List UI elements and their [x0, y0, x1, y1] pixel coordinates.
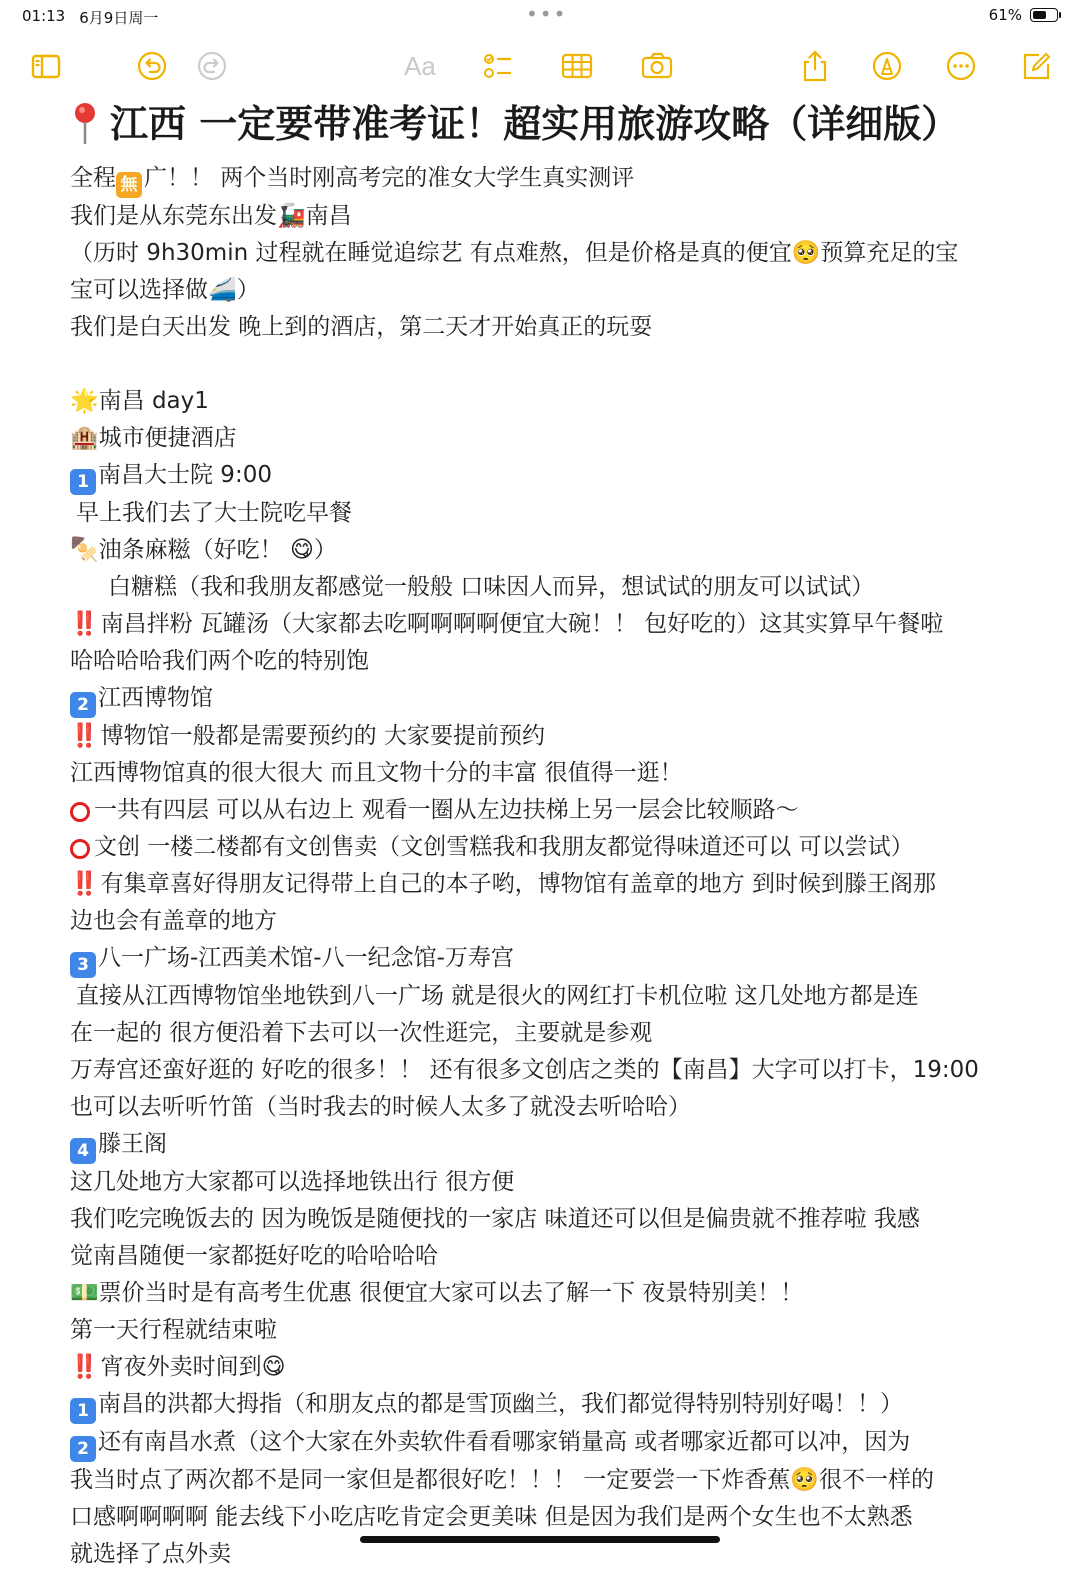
- undo-icon: [135, 49, 169, 83]
- checklist-button[interactable]: [478, 46, 518, 86]
- note-line: 我们是白天出发 晚上到的酒店，第二天才开始真正的玩耍: [70, 314, 653, 340]
- note-line-text: 博物馆一般都是需要预约的 大家要提前预约: [100, 723, 545, 749]
- sidebar-toggle-button[interactable]: [26, 46, 66, 86]
- note-line: [70, 1386, 1020, 1424]
- note-line-text: 南昌拌粉 瓦罐汤（大家都去吃啊啊啊啊便宜大碗！！ 包好吃的）这其实算早午餐啦: [100, 611, 944, 637]
- note-line-text: 八一广场-江西美术馆-八一纪念馆-万寿宫: [98, 945, 514, 971]
- note-line: 宝可以选择做🚄）: [70, 277, 260, 303]
- note-line: 在一起的 很方便沿着下去可以一次性逛完，主要就是参观: [70, 1020, 653, 1046]
- note-line: 早上我们去了大士院吃早餐: [76, 500, 352, 526]
- double-exclamation-icon: ‼️: [70, 723, 97, 749]
- markup-button[interactable]: [867, 46, 907, 86]
- note-line: 🍢油条麻糍（好吃！ 😋）: [70, 537, 337, 563]
- status-time: 01:13: [22, 7, 66, 25]
- note-line: 白糖糕（我和我朋友都感觉一般般 口味因人而异，想试试的朋友可以试试）: [108, 574, 875, 600]
- note-line: 江西博物馆真的很大很大 而且文物十分的丰富 很值得一逛！: [70, 760, 683, 786]
- note-line: [70, 1424, 1020, 1462]
- note-line-text: 南昌的洪都大拇指（和朋友点的都是雪顶幽兰，我们都觉得特别特别好喝！！）: [98, 1391, 903, 1417]
- compose-icon: [1019, 49, 1053, 83]
- note-line: 💵票价当时是有高考生优惠 很便宜大家可以去了解一下 夜景特别美！！: [70, 1280, 804, 1306]
- note-line: 我当时点了两次都不是同一家但是都很好吃！！！ 一定要尝一下炸香蕉🥺很不一样的: [70, 1467, 934, 1493]
- note-line: （历时 9h30min 过程就在睡觉追综艺 有点难熬，但是价格是真的便宜🥺预算充足的宝: [70, 240, 959, 266]
- keycap-1-icon: 1: [70, 469, 96, 495]
- camera-icon: [640, 49, 674, 83]
- note-line: [70, 457, 1020, 495]
- red-circle-icon: [70, 802, 90, 822]
- note-line: [70, 940, 1020, 978]
- note-line: 口感啊啊啊啊 能去线下小吃店吃肯定会更美味 但是因为我们是两个女生也不太熟悉: [70, 1504, 913, 1530]
- compose-button[interactable]: [1016, 46, 1056, 86]
- table-icon: [560, 49, 594, 83]
- keycap-2-icon: 2: [70, 692, 96, 718]
- note-line: 我们是从东莞东出发🚂南昌: [70, 203, 352, 229]
- keycap-3-icon: 3: [70, 952, 96, 978]
- note-line-text: 南昌大士院 9:00: [98, 462, 272, 488]
- note-line: [70, 1349, 1020, 1386]
- multitasking-dots[interactable]: •••: [526, 2, 568, 26]
- keycap-2-icon: 2: [70, 1436, 96, 1462]
- red-circle-icon: [70, 839, 90, 859]
- double-exclamation-icon: ‼️: [70, 1354, 97, 1380]
- note-line: [70, 606, 1020, 643]
- note-line-text: 一共有四层 可以从右边上 观看一圈从左边扶梯上另一层会比较顺路～: [94, 797, 799, 823]
- note-line: 直接从江西博物馆坐地铁到八一广场 就是很火的网红打卡机位啦 这几处地方都是连: [76, 983, 919, 1009]
- note-line: 就选择了点外卖: [70, 1541, 231, 1567]
- note-line: 这几处地方大家都可以选择地铁出行 很方便: [70, 1169, 515, 1195]
- note-title-text: 江西 一定要带准考证！超实用旅游攻略（详细版）: [110, 102, 960, 146]
- home-indicator[interactable]: [360, 1536, 720, 1543]
- text-format-button[interactable]: [400, 46, 440, 86]
- note-line: 第一天行程就结束啦: [70, 1317, 277, 1343]
- free-badge-icon: 無: [116, 172, 142, 198]
- pen-circle-icon: [870, 49, 904, 83]
- share-button[interactable]: [795, 46, 835, 86]
- note-line-text: 滕王阁: [98, 1131, 167, 1157]
- double-exclamation-icon: ‼️: [70, 611, 97, 637]
- note-line: 哈哈哈哈我们两个吃的特别饱: [70, 648, 369, 674]
- note-line: 觉南昌随便一家都挺好吃的哈哈哈哈: [70, 1243, 438, 1269]
- note-line: 也可以去听听竹笛（当时我去的时候人太多了就没去听哈哈）: [70, 1094, 691, 1120]
- battery-icon: [1030, 8, 1058, 22]
- note-line: 万寿宫还蛮好逛的 好吃的很多！！ 还有很多文创店之类的【南昌】大字可以打卡，19:00: [70, 1057, 979, 1083]
- keycap-1-icon: 1: [70, 1398, 96, 1424]
- status-bar: [0, 0, 1080, 32]
- table-button[interactable]: [557, 46, 597, 86]
- status-right: [989, 6, 1058, 24]
- note-line: 边也会有盖章的地方: [70, 908, 277, 934]
- text-format-label: Aa: [404, 50, 436, 81]
- note-line: [70, 680, 1020, 718]
- ellipsis-circle-icon: [944, 49, 978, 83]
- note-line: [70, 792, 1020, 829]
- undo-button[interactable]: [132, 46, 172, 86]
- note-line-text: 有集章喜好得朋友记得带上自己的本子哟，博物馆有盖章的地方 到时候到滕王阁那: [100, 871, 936, 897]
- note-blank-line: [70, 346, 1020, 383]
- share-icon: [798, 49, 832, 83]
- note-title[interactable]: [70, 98, 1020, 150]
- note-line-text: 还有南昌水煮（这个大家在外卖软件看看哪家销量高 或者哪家近都可以冲，因为: [98, 1429, 911, 1455]
- sidebar-icon: [29, 49, 63, 83]
- status-left: [22, 7, 158, 28]
- note-body[interactable]: [70, 98, 1020, 1573]
- redo-icon: [195, 49, 229, 83]
- double-exclamation-icon: ‼️: [70, 871, 97, 897]
- note-line: [70, 866, 1020, 903]
- keycap-4-icon: 4: [70, 1138, 96, 1164]
- notes-toolbar: [0, 46, 1080, 86]
- note-line: 全程 無 广！！ 两个当时刚高考完的准女大学生真实测评: [70, 160, 1020, 198]
- note-line-text: 文创 一楼二楼都有文创售卖（文创雪糕我和我朋友都觉得味道还可以 可以尝试）: [94, 834, 914, 860]
- note-line: [70, 829, 1020, 866]
- status-date: 6月9日周一: [79, 9, 159, 27]
- camera-button[interactable]: [637, 46, 677, 86]
- note-line: 🌟南昌 day1: [70, 388, 209, 414]
- round-pushpin-icon: [70, 102, 100, 146]
- note-line: [70, 1126, 1020, 1164]
- battery-percent: 61%: [988, 6, 1022, 24]
- battery-fill: [1033, 11, 1046, 19]
- note-line: 我们吃完晚饭去的 因为晚饭是随便找的一家店 味道还可以但是偏贵就不推荐啦 我感: [70, 1206, 920, 1232]
- note-line: [70, 718, 1020, 755]
- more-options-button[interactable]: [941, 46, 981, 86]
- note-line: 🏨城市便捷酒店: [70, 425, 237, 451]
- redo-button[interactable]: [192, 46, 232, 86]
- note-line-text: 江西博物馆: [98, 685, 213, 711]
- note-line-text: 宵夜外卖时间到😋: [100, 1354, 286, 1380]
- checklist-icon: [481, 49, 515, 83]
